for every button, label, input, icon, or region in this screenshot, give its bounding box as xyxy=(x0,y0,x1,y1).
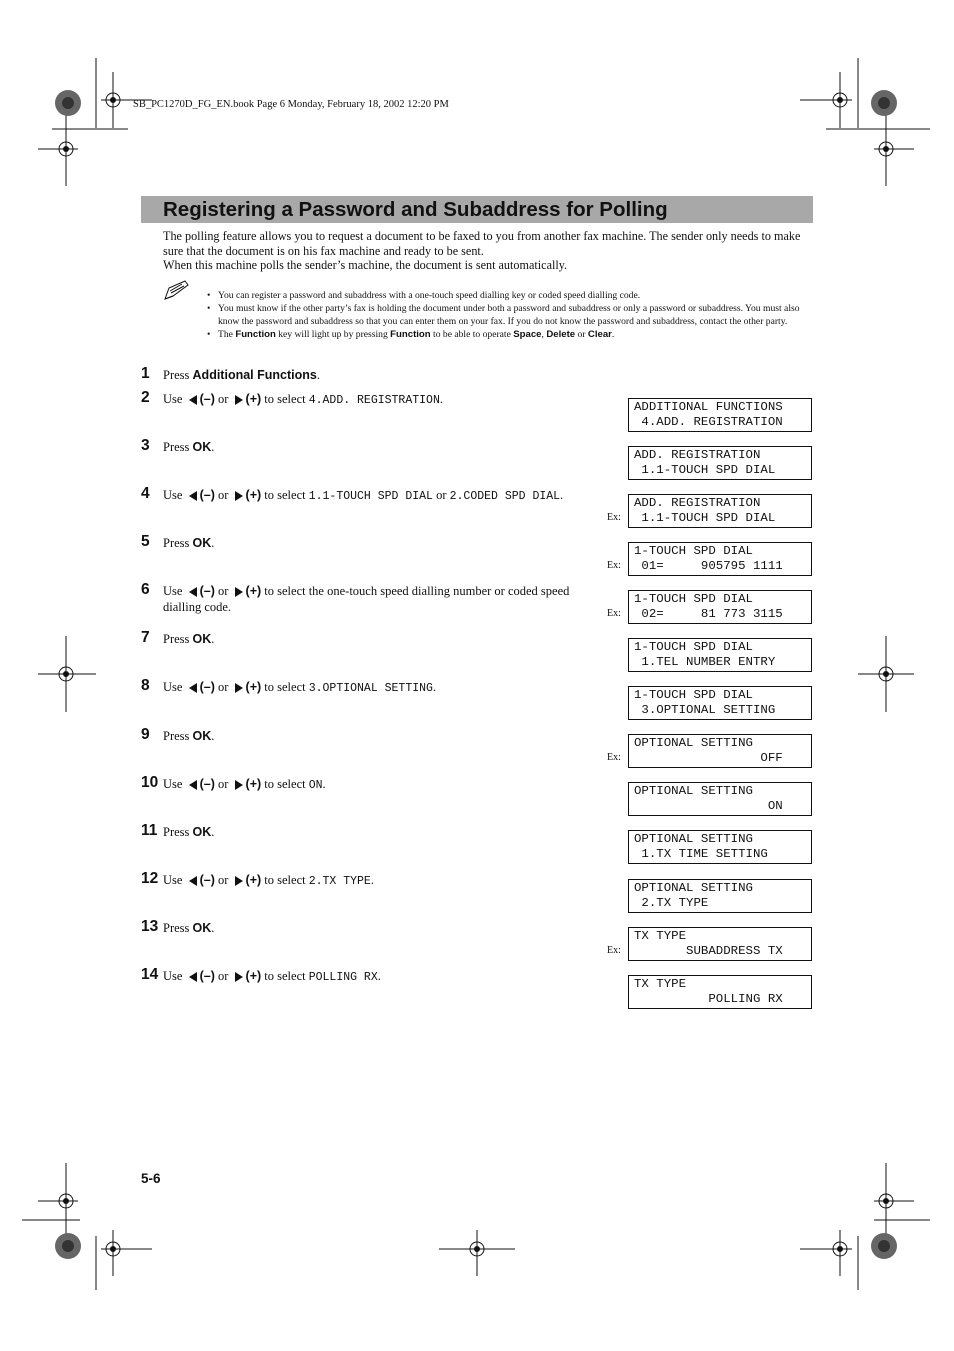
step-number: 1 xyxy=(141,365,150,382)
lcd-display xyxy=(628,446,812,480)
step-text: . xyxy=(377,969,381,983)
key-name: Function xyxy=(235,329,276,340)
step-text: or xyxy=(214,680,232,694)
lcd-line-1: 1-TOUCH SPD DIAL xyxy=(634,544,753,558)
left-arrow-icon xyxy=(189,587,197,597)
step-text: or xyxy=(214,969,232,983)
step-text: Use xyxy=(163,392,186,406)
right-arrow-icon xyxy=(235,587,243,597)
lcd-line-1: 1-TOUCH SPD DIAL xyxy=(634,592,753,606)
note-item xyxy=(207,289,812,302)
step-11 xyxy=(141,824,591,840)
step-4 xyxy=(141,487,591,505)
key-name: Clear xyxy=(587,329,612,340)
key-name: OK xyxy=(192,729,212,743)
step-text: Press xyxy=(163,921,193,935)
left-arrow-icon xyxy=(189,780,197,790)
lcd-display xyxy=(628,494,812,528)
note-text: You must know if the other party’s fax is holding the document under both a password and subaddress or only a password or subaddress. You must also know the password and subaddress so that you can enter them on your fax. If you do not know the password and subaddress, contact the other party. xyxy=(218,303,800,327)
step-text: to select xyxy=(261,680,309,694)
lcd-line-1: OPTIONAL SETTING xyxy=(634,832,753,846)
key-name: (–) xyxy=(199,584,215,598)
right-arrow-icon xyxy=(235,780,243,790)
note-text: key will light up by pressing xyxy=(275,329,391,340)
lcd-display xyxy=(628,638,812,672)
lcd-line-2: POLLING RX xyxy=(634,991,783,1006)
right-arrow-icon xyxy=(235,491,243,501)
step-14 xyxy=(141,968,591,986)
step-number: 7 xyxy=(141,629,150,646)
step-text: . xyxy=(211,440,215,454)
intro-line-1: The polling feature allows you to request a document to be faxed to you from another fax machine. The sender only needs to make sure that the document is on his fax machine and ready to be sent. xyxy=(163,229,801,258)
right-arrow-icon xyxy=(235,395,243,405)
step-number: 8 xyxy=(141,677,150,694)
key-name: (+) xyxy=(245,873,262,887)
lcd-line-1: TX TYPE xyxy=(634,929,687,943)
lcd-display xyxy=(628,782,812,816)
display-code: POLLING RX xyxy=(308,971,378,984)
step-10 xyxy=(141,776,591,794)
lcd-display xyxy=(628,542,812,576)
step-text: . xyxy=(211,729,215,743)
step-6 xyxy=(141,583,591,615)
display-code: ON xyxy=(308,779,323,792)
lcd-display xyxy=(628,879,812,913)
key-name: (+) xyxy=(245,969,262,983)
intro-line-2: When this machine polls the sender’s machine, the document is sent automatically. xyxy=(163,258,568,273)
step-8 xyxy=(141,679,591,697)
key-name: OK xyxy=(192,632,212,646)
step-text: to select xyxy=(261,392,309,406)
key-name: (+) xyxy=(245,777,262,791)
lcd-line-2: 4.ADD. REGISTRATION xyxy=(634,414,783,429)
step-text: . xyxy=(322,777,326,791)
step-text: Use xyxy=(163,488,186,502)
lcd-display xyxy=(628,686,812,720)
lcd-line-1: 1-TOUCH SPD DIAL xyxy=(634,640,753,654)
lcd-display xyxy=(628,927,812,961)
step-number: 4 xyxy=(141,485,150,502)
lcd-line-2: 3.OPTIONAL SETTING xyxy=(634,702,776,717)
page-number: 5-6 xyxy=(141,1171,161,1186)
lcd-display xyxy=(628,590,812,624)
step-text: or xyxy=(214,488,232,502)
step-number: 10 xyxy=(141,774,159,791)
step-text: . xyxy=(560,488,564,502)
step-text: . xyxy=(211,536,215,550)
lcd-display xyxy=(628,734,812,768)
note-text: , xyxy=(541,329,547,340)
key-name: OK xyxy=(192,440,212,454)
key-name: (+) xyxy=(245,488,262,502)
step-text: Press xyxy=(163,440,193,454)
section-title-bar xyxy=(141,196,813,223)
lcd-line-1: ADD. REGISTRATION xyxy=(634,496,761,510)
key-name: (–) xyxy=(199,873,215,887)
note-pencil-icon xyxy=(162,279,190,303)
page-title: Registering a Password and Subaddress for Polling xyxy=(163,198,668,221)
step-text: Press xyxy=(163,536,193,550)
left-arrow-icon xyxy=(189,395,197,405)
step-text: or xyxy=(214,873,232,887)
step-number: 14 xyxy=(141,966,159,983)
key-name: (+) xyxy=(245,584,262,598)
key-name: Space xyxy=(513,329,542,340)
step-text: . xyxy=(211,632,215,646)
lcd-display xyxy=(628,398,812,432)
example-label: Ex: xyxy=(607,512,621,523)
display-code: 2.TX TYPE xyxy=(308,875,371,888)
key-name: Function xyxy=(390,329,431,340)
lcd-line-2: 1.TEL NUMBER ENTRY xyxy=(634,654,776,669)
lcd-line-2: 01= 905795 1111 xyxy=(634,558,783,573)
note-text: or xyxy=(575,329,588,340)
lcd-line-1: ADDITIONAL FUNCTIONS xyxy=(634,400,783,414)
lcd-line-2: 02= 81 773 3115 xyxy=(634,606,783,621)
lcd-display xyxy=(628,830,812,864)
left-arrow-icon xyxy=(189,683,197,693)
step-number: 13 xyxy=(141,918,159,935)
lcd-line-2: 1.1-TOUCH SPD DIAL xyxy=(634,510,776,525)
key-name: (–) xyxy=(199,777,215,791)
step-text: . xyxy=(211,825,215,839)
step-text: to select xyxy=(261,488,309,502)
step-9 xyxy=(141,728,591,744)
step-text: Press xyxy=(163,729,193,743)
lcd-line-2: 1.TX TIME SETTING xyxy=(634,846,768,861)
step-text: to select xyxy=(261,873,309,887)
step-text: Use xyxy=(163,969,186,983)
step-text: Press xyxy=(163,825,193,839)
left-arrow-icon xyxy=(189,491,197,501)
step-number: 2 xyxy=(141,389,150,406)
step-text: . xyxy=(316,368,320,382)
step-3 xyxy=(141,439,591,455)
note-text: . xyxy=(611,329,615,340)
key-name: (+) xyxy=(245,392,262,406)
key-name: OK xyxy=(192,921,212,935)
lcd-line-1: 1-TOUCH SPD DIAL xyxy=(634,688,753,702)
step-text: . xyxy=(439,392,443,406)
step-text: or xyxy=(214,777,232,791)
right-arrow-icon xyxy=(235,972,243,982)
note-item xyxy=(207,328,812,341)
right-arrow-icon xyxy=(235,683,243,693)
step-number: 9 xyxy=(141,726,150,743)
lcd-line-2: 1.1-TOUCH SPD DIAL xyxy=(634,462,776,477)
step-text: Use xyxy=(163,777,186,791)
note-text: You can register a password and subaddress with a one-touch speed dialling key or coded speed dialling code. xyxy=(218,290,641,301)
step-text: to select xyxy=(261,777,309,791)
intro-paragraph xyxy=(163,229,808,273)
step-1 xyxy=(141,367,591,383)
left-arrow-icon xyxy=(189,876,197,886)
step-number: 5 xyxy=(141,533,150,550)
step-number: 6 xyxy=(141,581,150,598)
key-name: (–) xyxy=(199,680,215,694)
step-13 xyxy=(141,920,591,936)
right-arrow-icon xyxy=(235,876,243,886)
note-item xyxy=(207,302,812,328)
step-text: . xyxy=(432,680,437,694)
step-text: . xyxy=(211,921,215,935)
display-code: 4.ADD. REGISTRATION xyxy=(308,394,440,407)
step-5 xyxy=(141,535,591,551)
lcd-display xyxy=(628,975,812,1009)
step-text: or xyxy=(214,392,232,406)
lcd-line-1: ADD. REGISTRATION xyxy=(634,448,761,462)
key-name: (–) xyxy=(199,488,215,502)
lcd-line-1: OPTIONAL SETTING xyxy=(634,784,753,798)
key-name: OK xyxy=(192,536,212,550)
note-text: to be able to operate xyxy=(430,329,514,340)
step-number: 3 xyxy=(141,437,150,454)
key-name: Delete xyxy=(546,329,576,340)
key-name: (–) xyxy=(199,392,215,406)
step-2 xyxy=(141,391,591,409)
step-text: or xyxy=(432,488,450,502)
lcd-line-1: OPTIONAL SETTING xyxy=(634,881,753,895)
key-name: (–) xyxy=(199,969,215,983)
lcd-line-2: SUBADDRESS TX xyxy=(634,943,783,958)
display-code: 1.1-TOUCH SPD DIAL xyxy=(308,490,433,503)
lcd-line-2: 2.TX TYPE xyxy=(634,895,709,910)
note-list xyxy=(207,289,812,341)
lcd-line-2: ON xyxy=(634,798,783,813)
display-code: 3.OPTIONAL SETTING xyxy=(308,682,433,695)
step-number: 11 xyxy=(141,822,158,839)
key-name: Additional Functions xyxy=(192,368,317,382)
lcd-line-2: OFF xyxy=(634,750,783,765)
example-label: Ex: xyxy=(607,560,621,571)
step-text: Press xyxy=(163,368,193,382)
step-text: or xyxy=(214,584,232,598)
step-12 xyxy=(141,872,591,890)
key-name: (+) xyxy=(245,680,262,694)
lcd-line-1: OPTIONAL SETTING xyxy=(634,736,753,750)
step-text: to select xyxy=(261,969,309,983)
left-arrow-icon xyxy=(189,972,197,982)
lcd-line-1: TX TYPE xyxy=(634,977,687,991)
note-text: The xyxy=(218,329,236,340)
example-label: Ex: xyxy=(607,608,621,619)
step-text: Use xyxy=(163,584,186,598)
step-text: Press xyxy=(163,632,193,646)
step-number: 12 xyxy=(141,870,159,887)
key-name: OK xyxy=(192,825,212,839)
step-text: . xyxy=(370,873,374,887)
example-label: Ex: xyxy=(607,945,621,956)
step-text: to select the one-touch speed dialling number or coded speed dialling code. xyxy=(163,584,570,614)
step-7 xyxy=(141,631,591,647)
step-text: Use xyxy=(163,680,186,694)
file-header: SB_PC1270D_FG_EN.book Page 6 Monday, February 18, 2002 12:20 PM xyxy=(133,99,449,110)
step-text: Use xyxy=(163,873,186,887)
display-code: 2.CODED SPD DIAL xyxy=(449,490,561,503)
example-label: Ex: xyxy=(607,752,621,763)
